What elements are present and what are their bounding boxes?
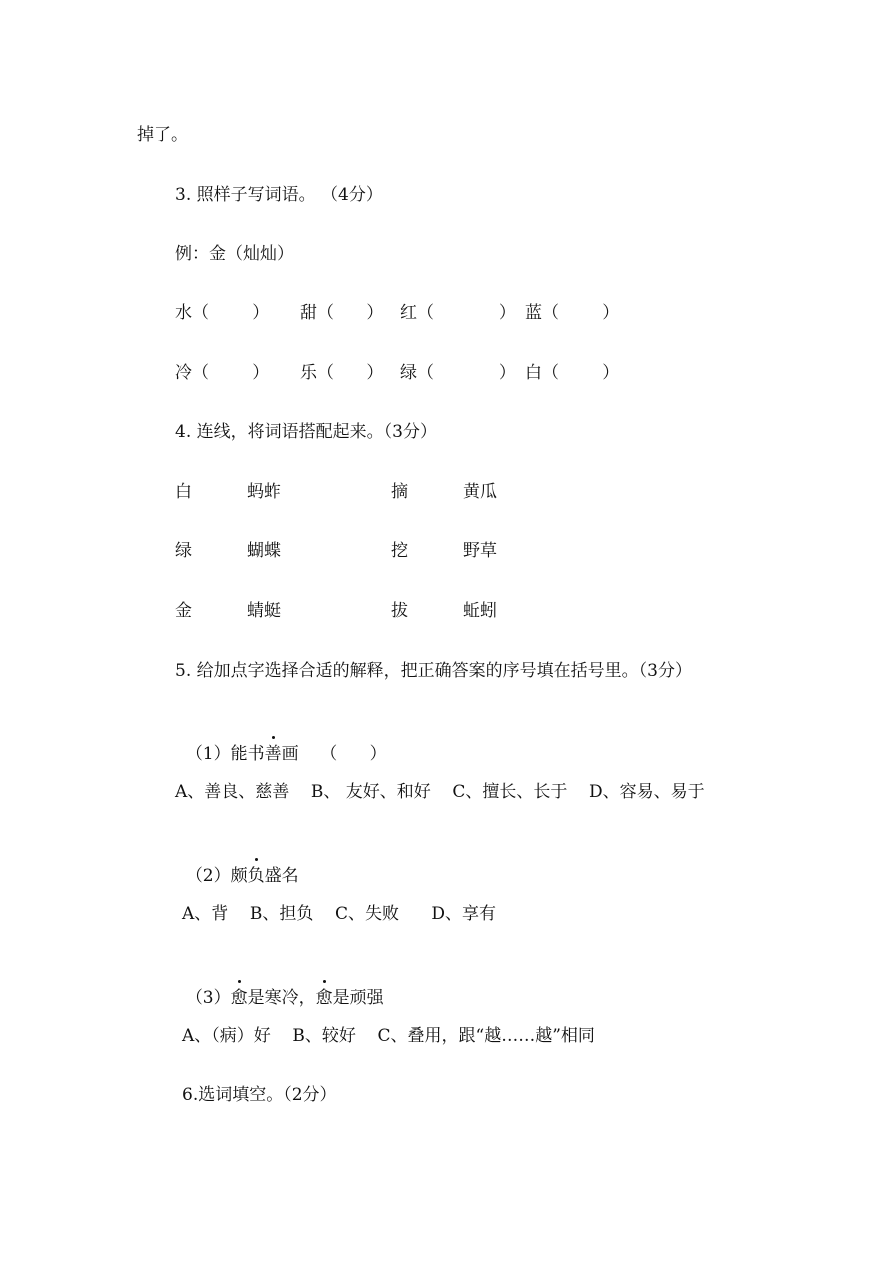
q3-title: 3. 照样子写词语。 （4分） <box>175 185 383 205</box>
q3-example: 例：金（灿灿） <box>175 244 294 264</box>
q5-item-2-options: A、背 B、担负 C、失败 D、享有 <box>182 904 497 924</box>
q3-blank-tian: 甜（ ） <box>300 303 384 323</box>
q5-item-2-pre: （2）颇 <box>185 866 248 886</box>
q4-word: 野草 <box>463 541 497 561</box>
q4-title: 4. 连线，将词语搭配起来。（3分） <box>175 422 437 442</box>
q5-item-3-post: 是顽强 <box>332 988 384 1008</box>
q6-title: 6.选词填空。（2分） <box>182 1085 337 1105</box>
q5-item-2 <box>175 843 299 887</box>
q4-word: 金 <box>175 601 192 621</box>
q5-item-3-dotted-char-1: 愈 <box>230 988 248 1008</box>
q5-item-2-dotted-char: 负 <box>247 866 265 886</box>
q3-blank-hong: 红（ ） <box>400 303 516 323</box>
q3-blank-leng: 冷（ ） <box>175 363 270 383</box>
q5-item-3 <box>175 965 384 1009</box>
q5-item-1-post: 画 （ ） <box>281 744 387 764</box>
q4-word: 拔 <box>391 601 408 621</box>
q3-blank-lan: 蓝（ ） <box>525 303 620 323</box>
q4-word: 摘 <box>391 482 408 502</box>
q3-blank-le: 乐（ ） <box>300 363 384 383</box>
q4-row-2 <box>175 540 515 562</box>
q4-word: 蚂蚱 <box>247 482 281 502</box>
q5-item-3-mid: 是寒冷， <box>247 988 316 1008</box>
q4-row-3 <box>175 600 515 622</box>
q5-item-2-post: 盛名 <box>264 866 299 886</box>
q5-item-3-options: A、（病）好 B、较好 C、叠用，跟“越……越”相同 <box>182 1026 595 1046</box>
q3-blank-bai: 白（ ） <box>525 363 620 383</box>
q3-row-2 <box>175 362 655 384</box>
intro-tail: 掉了。 <box>137 125 188 145</box>
q5-title: 5. 给加点字选择合适的解释，把正确答案的序号填在括号里。（3分） <box>175 661 692 681</box>
q5-item-1-dotted-char: 善 <box>264 744 282 764</box>
q4-word: 黄瓜 <box>463 482 497 502</box>
q4-word: 蜻蜓 <box>247 601 281 621</box>
q4-word: 挖 <box>391 541 408 561</box>
q5-item-1 <box>175 721 387 765</box>
q4-word: 蝴蝶 <box>247 541 281 561</box>
q5-item-1-options: A、善良、慈善 B、 友好、和好 C、擅长、长于 D、容易、易于 <box>175 782 705 802</box>
q5-item-3-dotted-char-2: 愈 <box>315 988 333 1008</box>
q4-word: 蚯蚓 <box>463 601 497 621</box>
q4-word: 白 <box>175 482 192 502</box>
q4-word: 绿 <box>175 541 192 561</box>
q3-blank-shui: 水（ ） <box>175 303 270 323</box>
q3-blank-lv: 绿（ ） <box>400 363 516 383</box>
q5-item-3-pre: （3） <box>185 988 231 1008</box>
q3-row-1 <box>175 302 655 324</box>
q4-row-1 <box>175 481 515 503</box>
q5-item-1-pre: （1）能书 <box>185 744 265 764</box>
